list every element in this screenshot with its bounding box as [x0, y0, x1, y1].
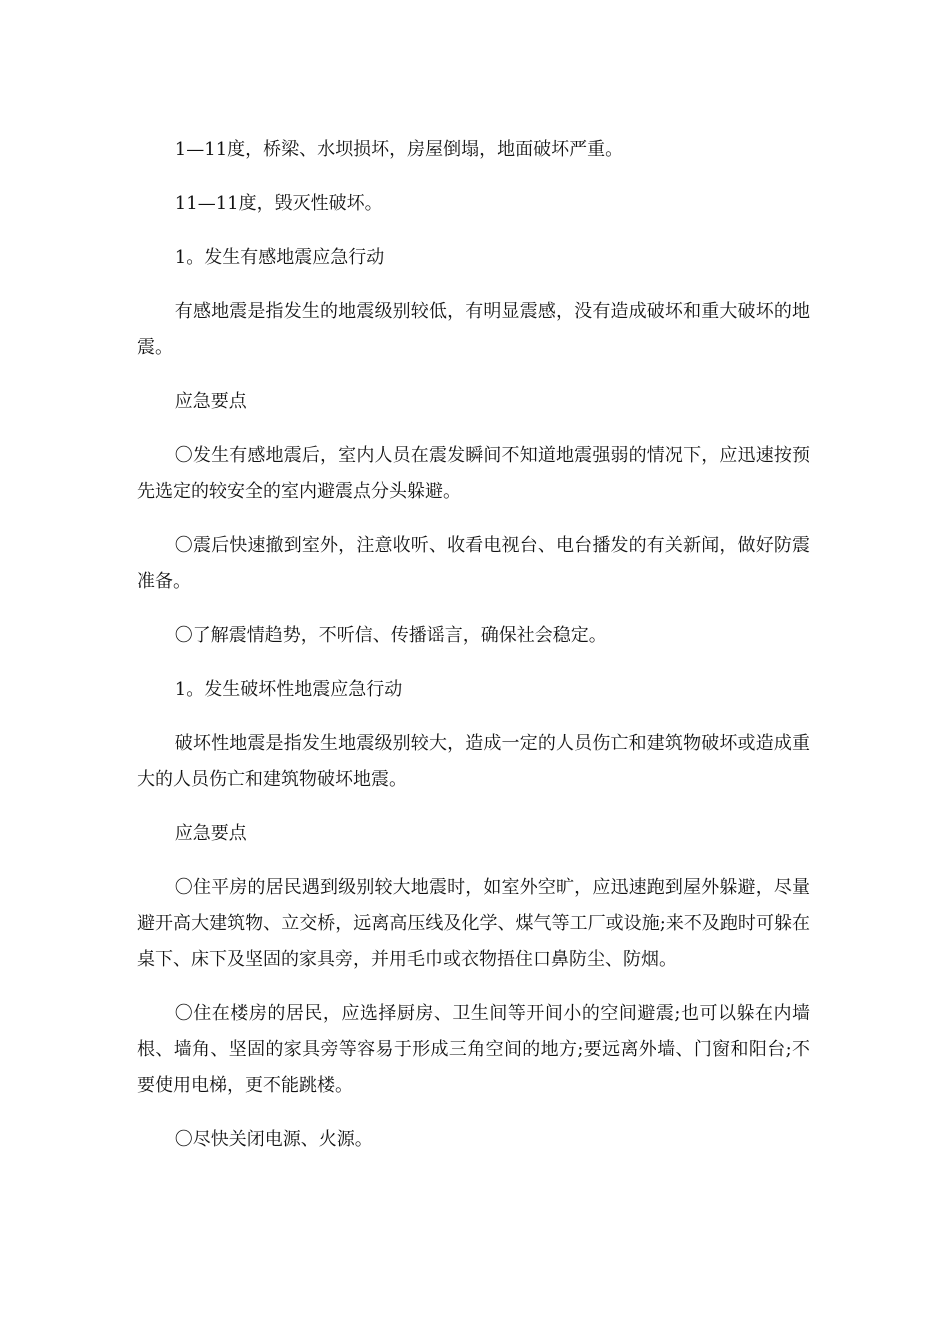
paragraph-destructive-earthquake-definition: 破坏性地震是指发生地震级别较大，造成一定的人员伤亡和建筑物破坏或造成重大的人员伤亡和建筑物破坏地震。 — [137, 733, 810, 790]
heading-key-points-1: 应急要点 — [174, 391, 247, 412]
list-item-felt-1: 〇发生有感地震后，室内人员在震发瞬间不知道地震强弱的情况下，应迅速按预先选定的较安全的室内避震点分头躲避。 — [137, 445, 810, 502]
list-item-destructive-2: 〇住在楼房的居民，应选择厨房、卫生间等开间小的空间避震;也可以躲在内墙根、墙角、坚固的家具旁等容易于形成三角空间的地方;要远离外墙、门窗和阳台;不要使用电梯，更不能跳楼。 — [137, 1003, 810, 1096]
heading-key-points-2: 应急要点 — [174, 823, 247, 844]
heading-destructive-earthquake: 1。发生破坏性地震应急行动 — [174, 679, 403, 700]
list-item-felt-3: 〇了解震情趋势，不听信、传播谣言，确保社会稳定。 — [174, 625, 607, 646]
list-item-felt-2: 〇震后快速撤到室外，注意收听、收看电视台、电台播发的有关新闻，做好防震准备。 — [137, 535, 810, 592]
document-body — [137, 132, 810, 1176]
heading-felt-earthquake: 1。发生有感地震应急行动 — [174, 247, 385, 268]
paragraph-intensity-11: 11—11度，毁灭性破坏。 — [174, 193, 383, 214]
paragraph-intensity-10: 1—11度，桥梁、水坝损坏，房屋倒塌，地面破坏严重。 — [174, 139, 624, 160]
list-item-destructive-1: 〇住平房的居民遇到级别较大地震时，如室外空旷，应迅速跑到屋外躲避，尽量避开高大建筑物、立交桥，远离高压线及化学、煤气等工厂或设施;来不及跑时可躲在桌下、床下及坚固的家具旁，并用毛巾或衣物捂住口鼻防尘、防烟。 — [137, 877, 810, 970]
paragraph-felt-earthquake-definition: 有感地震是指发生的地震级别较低，有明显震感，没有造成破坏和重大破坏的地震。 — [137, 301, 810, 358]
list-item-destructive-3: 〇尽快关闭电源、火源。 — [174, 1129, 373, 1150]
